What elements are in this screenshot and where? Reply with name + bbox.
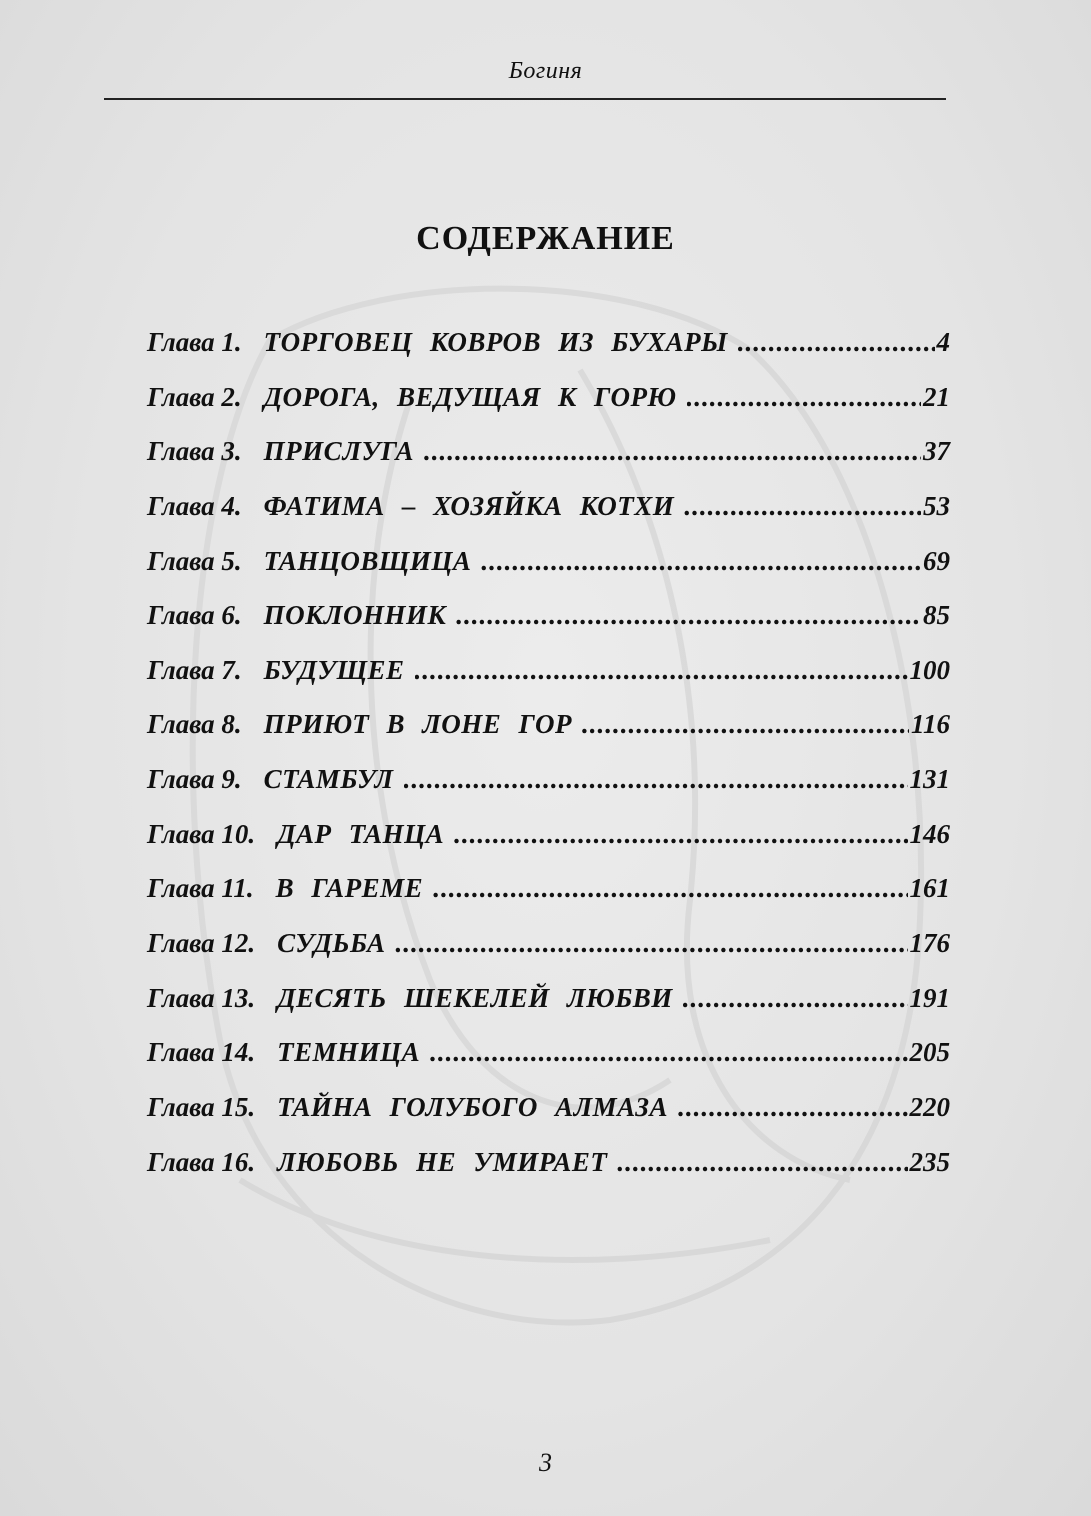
chapter-title: СТАМБУЛ: [263, 764, 394, 795]
toc-entry-16: [147, 1147, 950, 1202]
dot-leader: [454, 819, 907, 850]
toc-entry-13: [147, 983, 950, 1038]
chapter-title: ДОРОГА, ВЕДУЩАЯ К ГОРЮ: [263, 381, 677, 412]
chapter-page-number: 191: [909, 982, 950, 1013]
chapter-number: Глава 8.: [147, 709, 242, 740]
toc-entry-11: [147, 873, 950, 928]
chapter-title: ПРИСЛУГА: [263, 436, 415, 467]
page-number: 3: [539, 1448, 552, 1477]
chapter-page-number: 69: [923, 545, 950, 576]
dot-leader: [456, 600, 921, 631]
dot-leader: [678, 1092, 907, 1123]
toc-entry-5: [147, 546, 950, 601]
chapter-title: ЛЮБОВЬ НЕ УМИРАЕТ: [277, 1146, 608, 1177]
dot-leader: [617, 1147, 907, 1178]
toc-entry-6: [147, 600, 950, 655]
chapter-page-number: 100: [909, 654, 950, 685]
dot-leader: [481, 546, 921, 577]
chapter-title: ПОКЛОННИК: [263, 600, 447, 631]
chapter-title: ДАР ТАНЦА: [277, 818, 445, 849]
dot-leader: [424, 436, 921, 467]
chapter-number: Глава 7.: [147, 654, 242, 685]
dot-leader: [395, 928, 907, 959]
chapter-number: Глава 2.: [147, 381, 242, 412]
dot-leader: [582, 709, 909, 740]
toc-entry-15: [147, 1092, 950, 1147]
dot-leader: [433, 873, 907, 904]
dot-leader: [415, 655, 908, 686]
toc-entry-9: [147, 764, 950, 819]
chapter-number: Глава 5.: [147, 545, 242, 576]
chapter-title: ТЕМНИЦА: [277, 1037, 421, 1068]
toc-entry-3: [147, 436, 950, 491]
dot-leader: [687, 382, 921, 413]
chapter-page-number: 37: [923, 436, 950, 467]
chapter-page-number: 146: [909, 818, 950, 849]
toc-entry-1: [147, 327, 950, 382]
chapter-page-number: 235: [909, 1146, 950, 1177]
chapter-title: В ГАРЕМЕ: [275, 873, 424, 904]
running-head: Богиня: [508, 58, 583, 84]
dot-leader: [683, 983, 908, 1014]
chapter-page-number: 220: [909, 1091, 950, 1122]
chapter-page-number: 4: [936, 327, 950, 357]
chapter-number: Глава 14.: [147, 1037, 256, 1068]
dot-leader: [684, 491, 921, 522]
toc-entry-4: [147, 491, 950, 546]
toc-entry-8: [147, 709, 950, 764]
contents-title: СОДЕРЖАНИЕ: [416, 220, 675, 257]
chapter-number: Глава 10.: [147, 818, 256, 849]
chapter-title: СУДЬБА: [277, 928, 386, 959]
toc-entry-14: [147, 1037, 950, 1092]
chapter-page-number: 205: [909, 1037, 950, 1068]
dot-leader: [404, 764, 908, 795]
dot-leader: [430, 1037, 907, 1068]
chapter-page-number: 131: [909, 764, 950, 795]
dot-leader: [738, 327, 935, 358]
chapter-title: ТОРГОВЕЦ КОВРОВ ИЗ БУХАРЫ: [263, 327, 728, 357]
chapter-page-number: 85: [923, 600, 950, 631]
chapter-title: ПРИЮТ В ЛОНЕ ГОР: [263, 709, 572, 740]
toc-entry-2: [147, 382, 950, 437]
toc-entry-10: [147, 819, 950, 874]
chapter-title: ТАЙНА ГОЛУБОГО АЛМАЗА: [277, 1091, 669, 1122]
table-of-contents: [147, 327, 950, 1201]
chapter-page-number: 176: [909, 928, 950, 959]
chapter-page-number: 53: [923, 490, 950, 521]
chapter-number: Глава 11.: [147, 873, 254, 904]
chapter-page-number: 21: [923, 381, 950, 412]
chapter-number: Глава 12.: [147, 928, 256, 959]
chapter-number: Глава 6.: [147, 600, 242, 631]
chapter-title: ФАТИМА – ХОЗЯЙКА КОТХИ: [263, 490, 675, 521]
chapter-title: ТАНЦОВЩИЦА: [263, 545, 472, 576]
chapter-title: БУДУЩЕЕ: [263, 654, 405, 685]
chapter-number: Глава 9.: [147, 764, 242, 795]
toc-entry-12: [147, 928, 950, 983]
chapter-number: Глава 3.: [147, 436, 242, 467]
toc-entry-7: [147, 655, 950, 710]
chapter-page-number: 116: [910, 709, 950, 740]
chapter-page-number: 161: [909, 873, 950, 904]
header-rule: [104, 98, 946, 100]
chapter-number: Глава 13.: [147, 982, 256, 1013]
chapter-number: Глава 16.: [147, 1146, 256, 1177]
chapter-number: Глава 15.: [147, 1091, 256, 1122]
chapter-number: Глава 1.: [147, 327, 242, 357]
chapter-title: ДЕСЯТЬ ШЕКЕЛЕЙ ЛЮБВИ: [277, 982, 673, 1013]
chapter-number: Глава 4.: [147, 490, 242, 521]
